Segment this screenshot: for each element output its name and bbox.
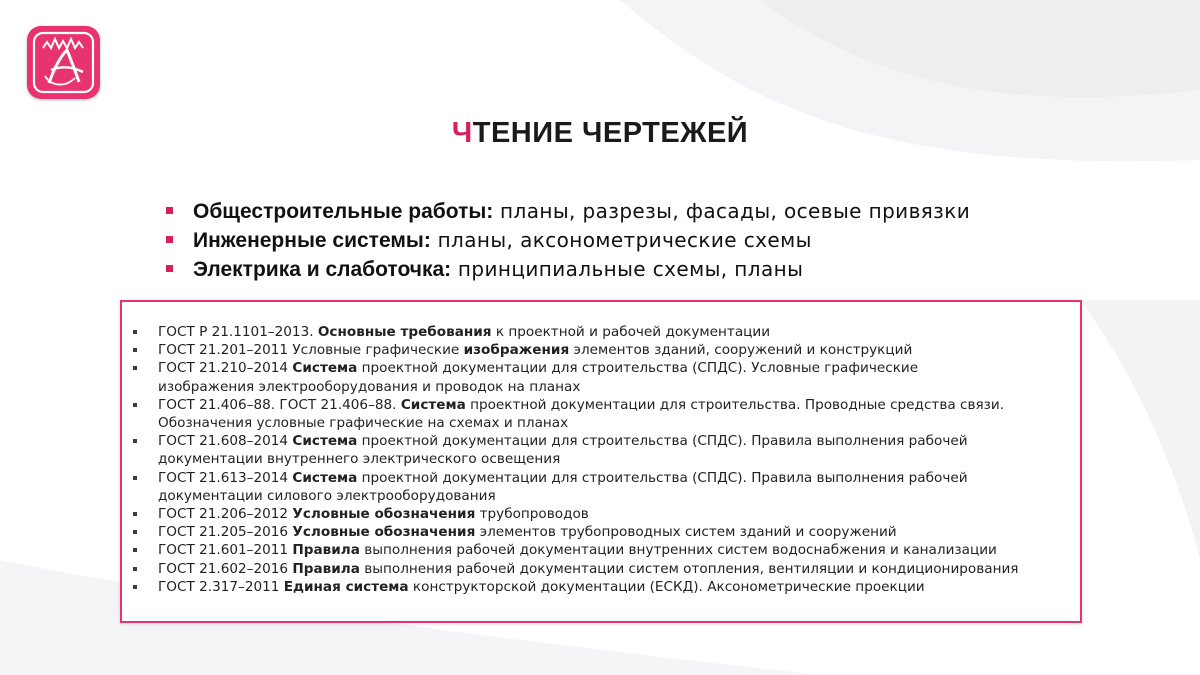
university-emblem-icon — [27, 26, 100, 99]
gost-emphasis: Система — [292, 360, 358, 377]
square-bullet-icon — [133, 512, 137, 516]
square-bullet-icon — [133, 476, 137, 480]
gost-text: проектной документации для строительства. Проводные средства связи. — [465, 396, 1005, 413]
square-bullet-icon — [133, 530, 137, 534]
gost-text: элементов трубопроводных систем зданий и сооружений — [475, 524, 897, 541]
square-bullet-icon — [133, 585, 137, 589]
gost-text: ГОСТ 21.613–2014 — [158, 469, 293, 486]
drawing-type-desc: планы, разрезы, фасады, осевые привязки — [493, 199, 971, 223]
gost-item — [130, 432, 1018, 468]
gost-item — [130, 505, 1018, 523]
square-bullet-icon — [133, 548, 137, 552]
gost-text: к проектной и рабочей документации — [491, 324, 771, 340]
gost-text: изображения электрооборудования и проводок на планах — [158, 378, 581, 395]
drawing-types-list — [162, 197, 970, 284]
gost-text: элементов зданий, сооружений и конструкций — [569, 342, 913, 359]
square-bullet-icon — [133, 403, 137, 407]
gost-emphasis: Условные обозначения — [292, 524, 476, 541]
drawing-type-term: Инженерные системы: — [193, 229, 431, 252]
square-bullet-icon — [133, 567, 137, 571]
gost-emphasis: Правила — [292, 560, 360, 577]
gost-item — [130, 560, 1018, 578]
drawing-type-desc: планы, аксонометрические схемы — [430, 228, 812, 252]
gost-text: ГОСТ Р 21.1101–2013. — [158, 324, 318, 340]
gost-emphasis: Система — [292, 433, 358, 450]
gost-emphasis: Единая система — [283, 578, 409, 595]
gost-text: документации силового электрооборудования — [158, 487, 496, 504]
gost-emphasis: Система — [400, 396, 466, 413]
gost-text: конструкторской документации (ЕСКД). Аксонометрические проекции — [408, 578, 925, 595]
gost-text: ГОСТ 21.201–2011 Условные графические — [158, 342, 464, 359]
slide-title — [0, 117, 1200, 150]
gost-text: документации внутреннего электрического освещения — [158, 451, 561, 468]
gost-text: проектной документации для строительства (СПДС). Правила выполнения рабочей — [357, 433, 968, 450]
drawing-type-item — [162, 255, 970, 284]
gost-text: ГОСТ 21.601–2011 — [158, 542, 293, 559]
gost-item — [130, 541, 1018, 559]
gost-item — [130, 523, 1018, 541]
gost-emphasis: Условные обозначения — [292, 506, 476, 523]
title-text: ТЕНИЕ ЧЕРТЕЖЕЙ — [472, 117, 749, 149]
gost-text: проектной документации для строительства (СПДС). Условные графические — [357, 360, 919, 377]
gost-standards-frame — [120, 300, 1082, 623]
gost-emphasis: изображения — [463, 342, 570, 359]
drawing-type-term: Общестроительные работы: — [193, 200, 494, 223]
gost-item — [130, 469, 1018, 505]
gost-text: ГОСТ 21.210–2014 — [158, 360, 293, 377]
gost-text: проектной документации для строительства (СПДС). Правила выполнения рабочей — [357, 469, 968, 486]
gost-text: ГОСТ 21.205–2016 — [158, 524, 293, 541]
drawing-type-desc: принципиальные схемы, планы — [451, 257, 804, 281]
gost-text: выполнения рабочей документации внутренних систем водоснабжения и канализации — [359, 542, 997, 559]
square-bullet-icon — [133, 348, 137, 352]
gost-text: ГОСТ 21.206–2012 — [158, 506, 293, 523]
gost-item — [130, 341, 1018, 359]
gost-item — [130, 323, 1018, 341]
square-bullet-icon — [166, 236, 173, 243]
gost-item — [130, 359, 1018, 395]
gost-text: ГОСТ 21.602–2016 — [158, 560, 293, 577]
gost-item — [130, 396, 1018, 432]
drawing-type-item — [162, 226, 970, 255]
gost-text: трубопроводов — [475, 506, 589, 523]
gost-emphasis: Основные требования — [317, 324, 492, 340]
square-bullet-icon — [133, 330, 137, 334]
gost-text: Обозначения условные графические на схемах и планах — [158, 415, 569, 432]
gost-emphasis: Правила — [292, 542, 360, 559]
square-bullet-icon — [166, 207, 173, 214]
square-bullet-icon — [133, 366, 137, 370]
gost-item — [130, 578, 1018, 596]
square-bullet-icon — [166, 265, 173, 272]
gost-emphasis: Система — [292, 469, 358, 486]
drawing-type-term: Электрика и слаботочка: — [193, 258, 452, 281]
square-bullet-icon — [133, 439, 137, 443]
university-logo — [27, 26, 100, 99]
gost-text: ГОСТ 21.608–2014 — [158, 433, 293, 450]
title-accent-letter: Ч — [451, 117, 473, 149]
gost-standards-list — [130, 323, 1018, 596]
drawing-type-item — [162, 197, 970, 226]
gost-text: ГОСТ 2.317–2011 — [158, 578, 284, 595]
gost-text: ГОСТ 21.406–88. ГОСТ 21.406–88. — [158, 396, 401, 413]
gost-text: выполнения рабочей документации систем отопления, вентиляции и кондиционирования — [359, 560, 1019, 577]
